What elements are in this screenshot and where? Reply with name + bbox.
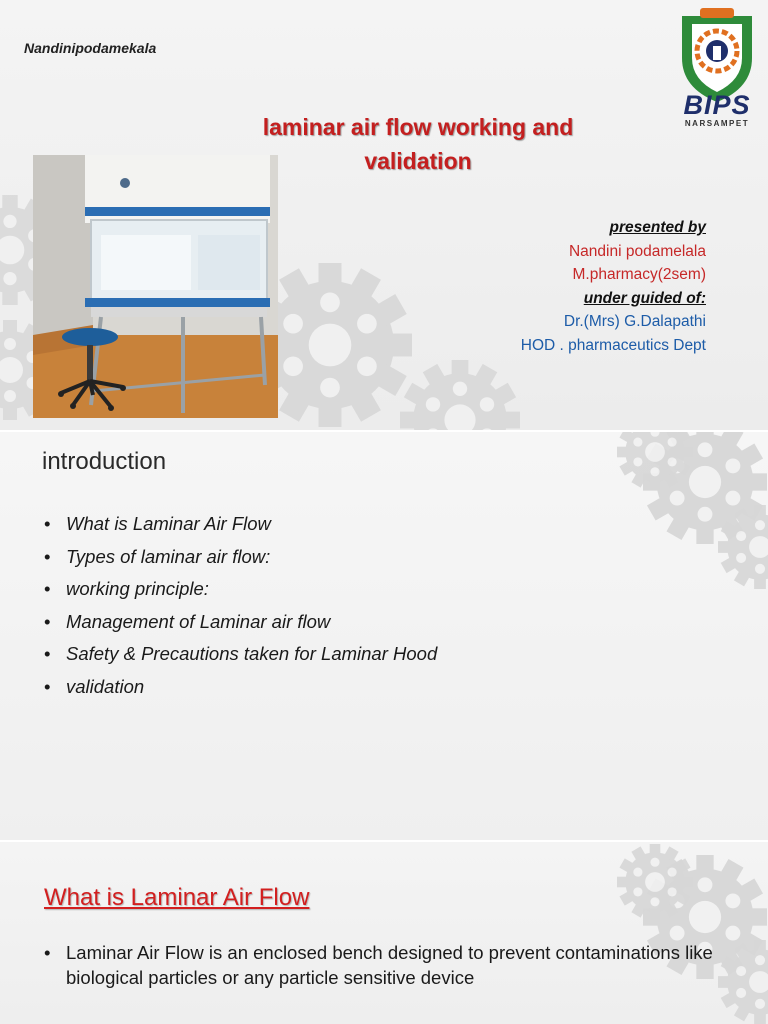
list-item: [44, 638, 437, 671]
list-item: [44, 573, 437, 606]
logo-subtitle: NARSAMPET: [684, 119, 750, 128]
credit-presenter-name: Nandini podamelala: [568, 242, 706, 260]
list-item-text: What is Laminar Air Flow: [66, 513, 271, 534]
laminar-hood-image: [33, 155, 278, 418]
introduction-slide: [0, 432, 768, 842]
author-name: Nandinipodamekala: [24, 40, 157, 56]
bullet-icon: •: [44, 610, 51, 632]
credit-presented-by: presented by: [609, 219, 706, 236]
section-heading: introduction: [42, 448, 167, 475]
list-item: [44, 508, 437, 541]
topics-list: [44, 508, 437, 703]
definition-slide: [0, 842, 768, 1024]
list-item-text: working principle:: [66, 578, 209, 599]
list-item-text: Types of laminar air flow:: [66, 545, 271, 567]
bullet-icon: •: [44, 513, 51, 534]
credit-guide-name: Dr.(Mrs) G.Dalapathi: [563, 313, 706, 330]
laminar-hood-photo: [33, 155, 278, 418]
institution-logo: [670, 6, 764, 130]
bullet-icon: •: [44, 545, 51, 567]
bullet-icon: •: [44, 578, 51, 599]
list-item-text: validation: [66, 675, 145, 697]
list-item-text: Management of Laminar air flow: [66, 610, 331, 632]
credit-guide-dept: HOD . pharmaceutics Dept: [520, 336, 706, 354]
gears-decoration-icon: [0, 842, 768, 1024]
list-item: [44, 606, 437, 639]
credit-presenter-course: M.pharmacy(2sem): [572, 266, 706, 283]
bullet-icon: •: [44, 643, 51, 664]
credits-block: [521, 216, 706, 357]
list-item: [44, 671, 437, 704]
logo-name: BIPS: [683, 90, 751, 120]
presentation-title: laminar air flow working and validation: [262, 114, 574, 174]
title-slide: [0, 0, 768, 432]
list-item-text: Safety & Precautions taken for Laminar Hood: [66, 643, 438, 664]
definition-text: Laminar Air Flow is an enclosed bench designed to prevent contaminations like biological particles or any particle sensitive device: [66, 942, 713, 988]
section-heading: What is Laminar Air Flow: [44, 884, 310, 911]
bullet-icon: •: [44, 675, 51, 697]
definition-paragraph: [44, 940, 724, 990]
bullet-icon: •: [44, 942, 51, 963]
credit-guided-by: under guided of:: [583, 289, 706, 307]
list-item: [44, 541, 437, 574]
